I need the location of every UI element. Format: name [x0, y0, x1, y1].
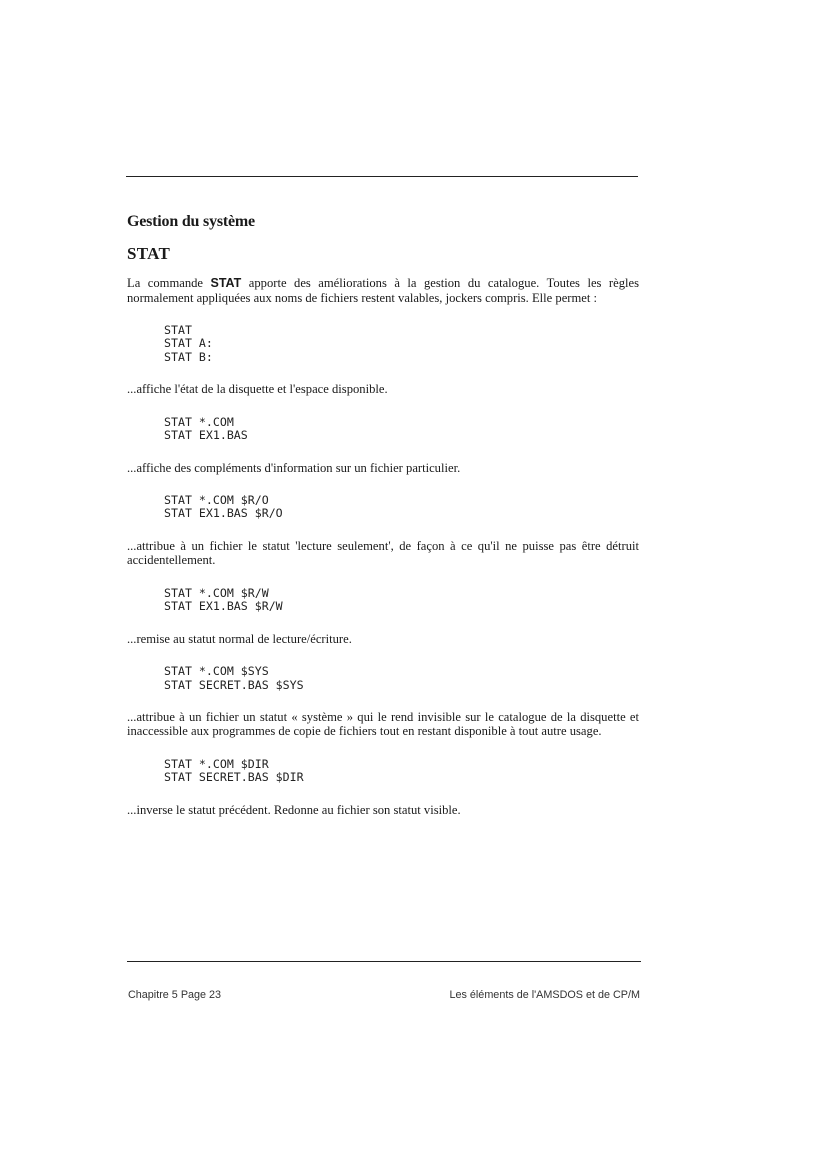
- code-example: STAT *.COM STAT EX1.BAS: [164, 414, 248, 443]
- example-description: ...remise au statut normal de lecture/écriture.: [127, 631, 352, 646]
- section-title: Gestion du système: [127, 213, 255, 230]
- intro-after: apporte des améliorations à la gestion du catalogue. Toutes les règles normalement appliquées aux noms de fichiers restent valables, jockers compris. Elle permet :: [127, 276, 639, 305]
- command-title: STAT: [127, 244, 171, 263]
- intro-keyword: STAT: [210, 276, 242, 290]
- code-example: STAT *.COM $DIR STAT SECRET.BAS $DIR: [164, 756, 304, 785]
- example-description: ...affiche des compléments d'information sur un fichier particulier.: [127, 460, 461, 475]
- top-rule: [126, 176, 638, 177]
- code-example: STAT *.COM $SYS STAT SECRET.BAS $SYS: [164, 664, 304, 692]
- example-description: ...attribue à un fichier le statut 'lecture seulement', de façon à ce qu'il ne puisse pas être détruit accidentellement.: [127, 538, 639, 568]
- code-example: STAT STAT A: STAT B:: [164, 323, 213, 364]
- code-example: STAT *.COM $R/W STAT EX1.BAS $R/W: [164, 585, 283, 614]
- bottom-rule: [127, 961, 641, 962]
- code-example: STAT *.COM $R/O STAT EX1.BAS $R/O: [164, 493, 283, 521]
- example-description: ...attribue à un fichier un statut « système » qui le rend invisible sur le catalogue de la disquette et inaccessible aux programmes de copie de fichiers tout en restant disponible à tout autre usage.: [127, 709, 639, 739]
- intro-before: La commande: [127, 276, 211, 290]
- example-description: ...affiche l'état de la disquette et l'espace disponible.: [127, 382, 388, 397]
- example-description: ...inverse le statut précédent. Redonne au fichier son statut visible.: [127, 802, 461, 817]
- footer-page-number: Chapitre 5 Page 23: [128, 989, 222, 1001]
- intro-paragraph: [127, 276, 639, 305]
- main-content: [127, 276, 639, 817]
- footer-chapter-title: Les éléments de l'AMSDOS et de CP/M: [449, 989, 640, 1001]
